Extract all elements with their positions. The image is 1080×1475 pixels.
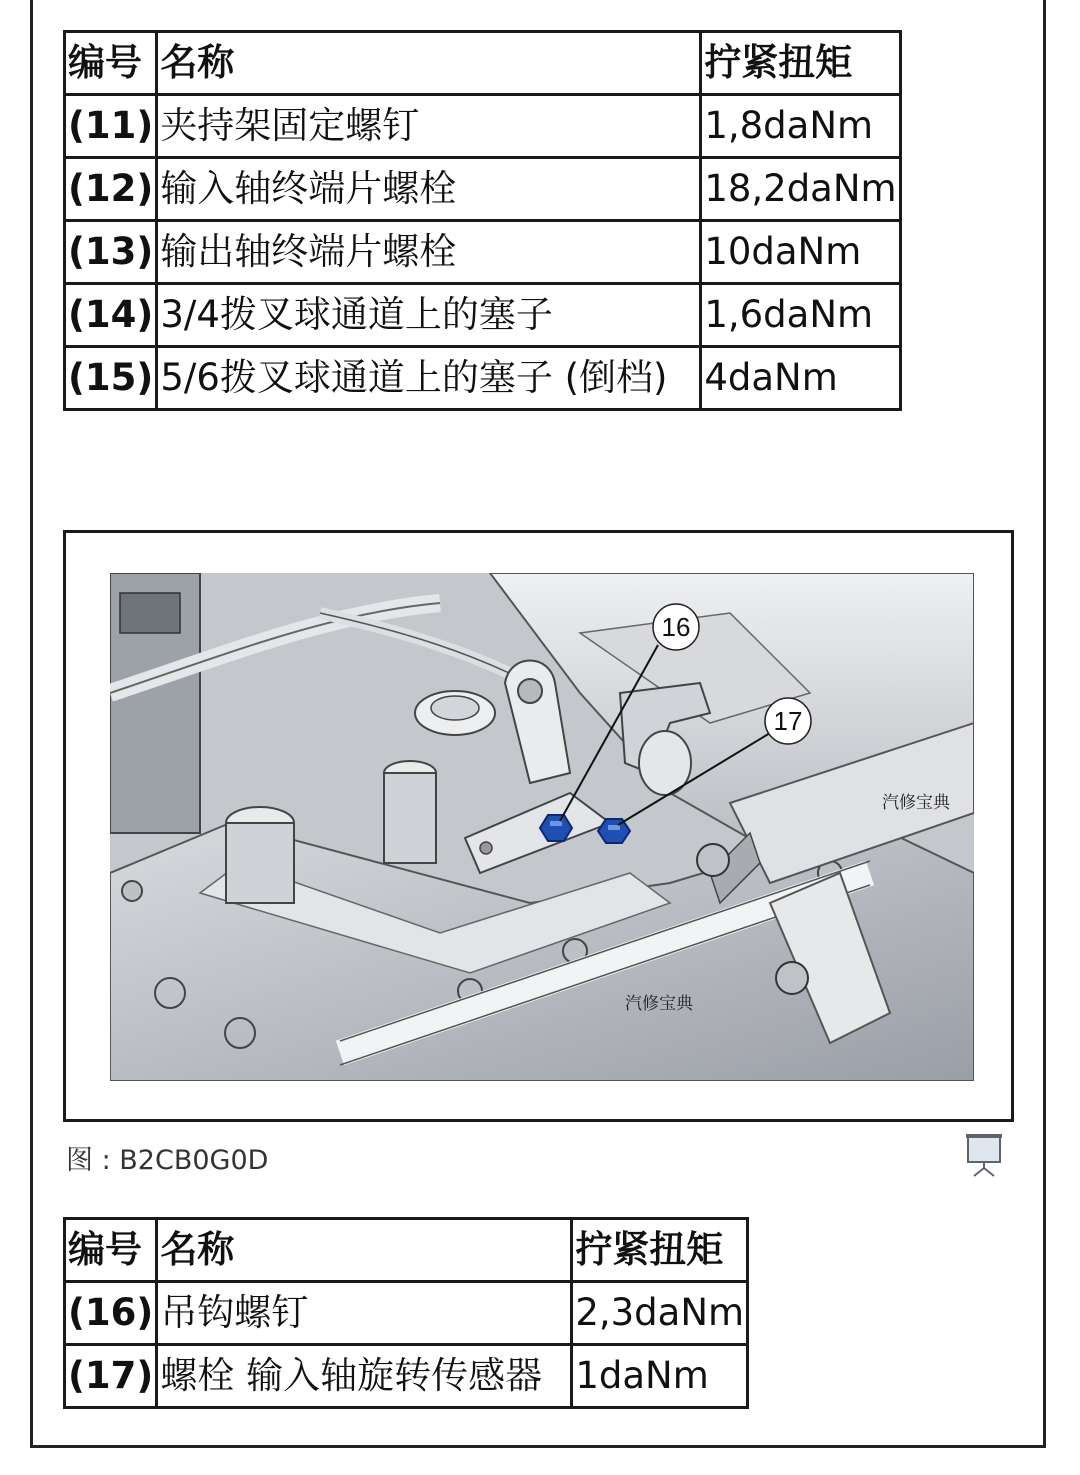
gearbox-illustration xyxy=(110,573,974,1081)
svg-text:17: 17 xyxy=(773,706,803,736)
header-torque: 拧紧扭矩 xyxy=(701,32,900,95)
bolt-16 xyxy=(540,815,572,841)
table-header-row xyxy=(65,1219,748,1282)
row-torque: 2,3daNm xyxy=(572,1282,748,1345)
row-name: 螺栓 输入轴旋转传感器 xyxy=(157,1345,572,1408)
row-name: 夹持架固定螺钉 xyxy=(157,95,701,158)
row-torque: 4daNm xyxy=(701,347,900,410)
row-name: 输出轴终端片螺栓 xyxy=(157,221,701,284)
torque-table-1 xyxy=(63,30,902,411)
callout-17 xyxy=(765,698,811,744)
table-row xyxy=(65,284,901,347)
row-torque: 1,8daNm xyxy=(701,95,900,158)
row-number: (17) xyxy=(65,1345,157,1408)
row-number: (13) xyxy=(65,221,157,284)
row-number: (14) xyxy=(65,284,157,347)
row-name: 输入轴终端片螺栓 xyxy=(157,158,701,221)
table-row xyxy=(65,221,901,284)
table-row xyxy=(65,158,901,221)
callout-16 xyxy=(653,604,699,650)
svg-text:16: 16 xyxy=(661,612,691,642)
figure-caption: 图 : B2CB0G0D xyxy=(66,1145,269,1176)
figure-box xyxy=(63,530,1014,1122)
table-header-row xyxy=(65,32,901,95)
bolt-17 xyxy=(598,819,630,843)
header-torque: 拧紧扭矩 xyxy=(572,1219,748,1282)
table-row xyxy=(65,95,901,158)
row-torque: 18,2daNm xyxy=(701,158,900,221)
watermark-label: 汽修宝典 xyxy=(625,994,693,1014)
torque-table-2 xyxy=(63,1217,749,1409)
row-number: (11) xyxy=(65,95,157,158)
row-name: 吊钩螺钉 xyxy=(157,1282,572,1345)
row-torque: 1daNm xyxy=(572,1345,748,1408)
table-row xyxy=(65,1345,748,1408)
row-number: (12) xyxy=(65,158,157,221)
header-name: 名称 xyxy=(157,1219,572,1282)
table-row xyxy=(65,347,901,410)
presentation-screen-icon[interactable] xyxy=(964,1132,1004,1178)
header-number: 编号 xyxy=(65,32,157,95)
row-number: (15) xyxy=(65,347,157,410)
table-row xyxy=(65,1282,748,1345)
watermark-label: 汽修宝典 xyxy=(882,793,950,813)
header-number: 编号 xyxy=(65,1219,157,1282)
header-name: 名称 xyxy=(157,32,701,95)
row-torque: 10daNm xyxy=(701,221,900,284)
row-number: (16) xyxy=(65,1282,157,1345)
row-torque: 1,6daNm xyxy=(701,284,900,347)
row-name: 5/6拨叉球通道上的塞子 (倒档) xyxy=(157,347,701,410)
row-name: 3/4拨叉球通道上的塞子 xyxy=(157,284,701,347)
